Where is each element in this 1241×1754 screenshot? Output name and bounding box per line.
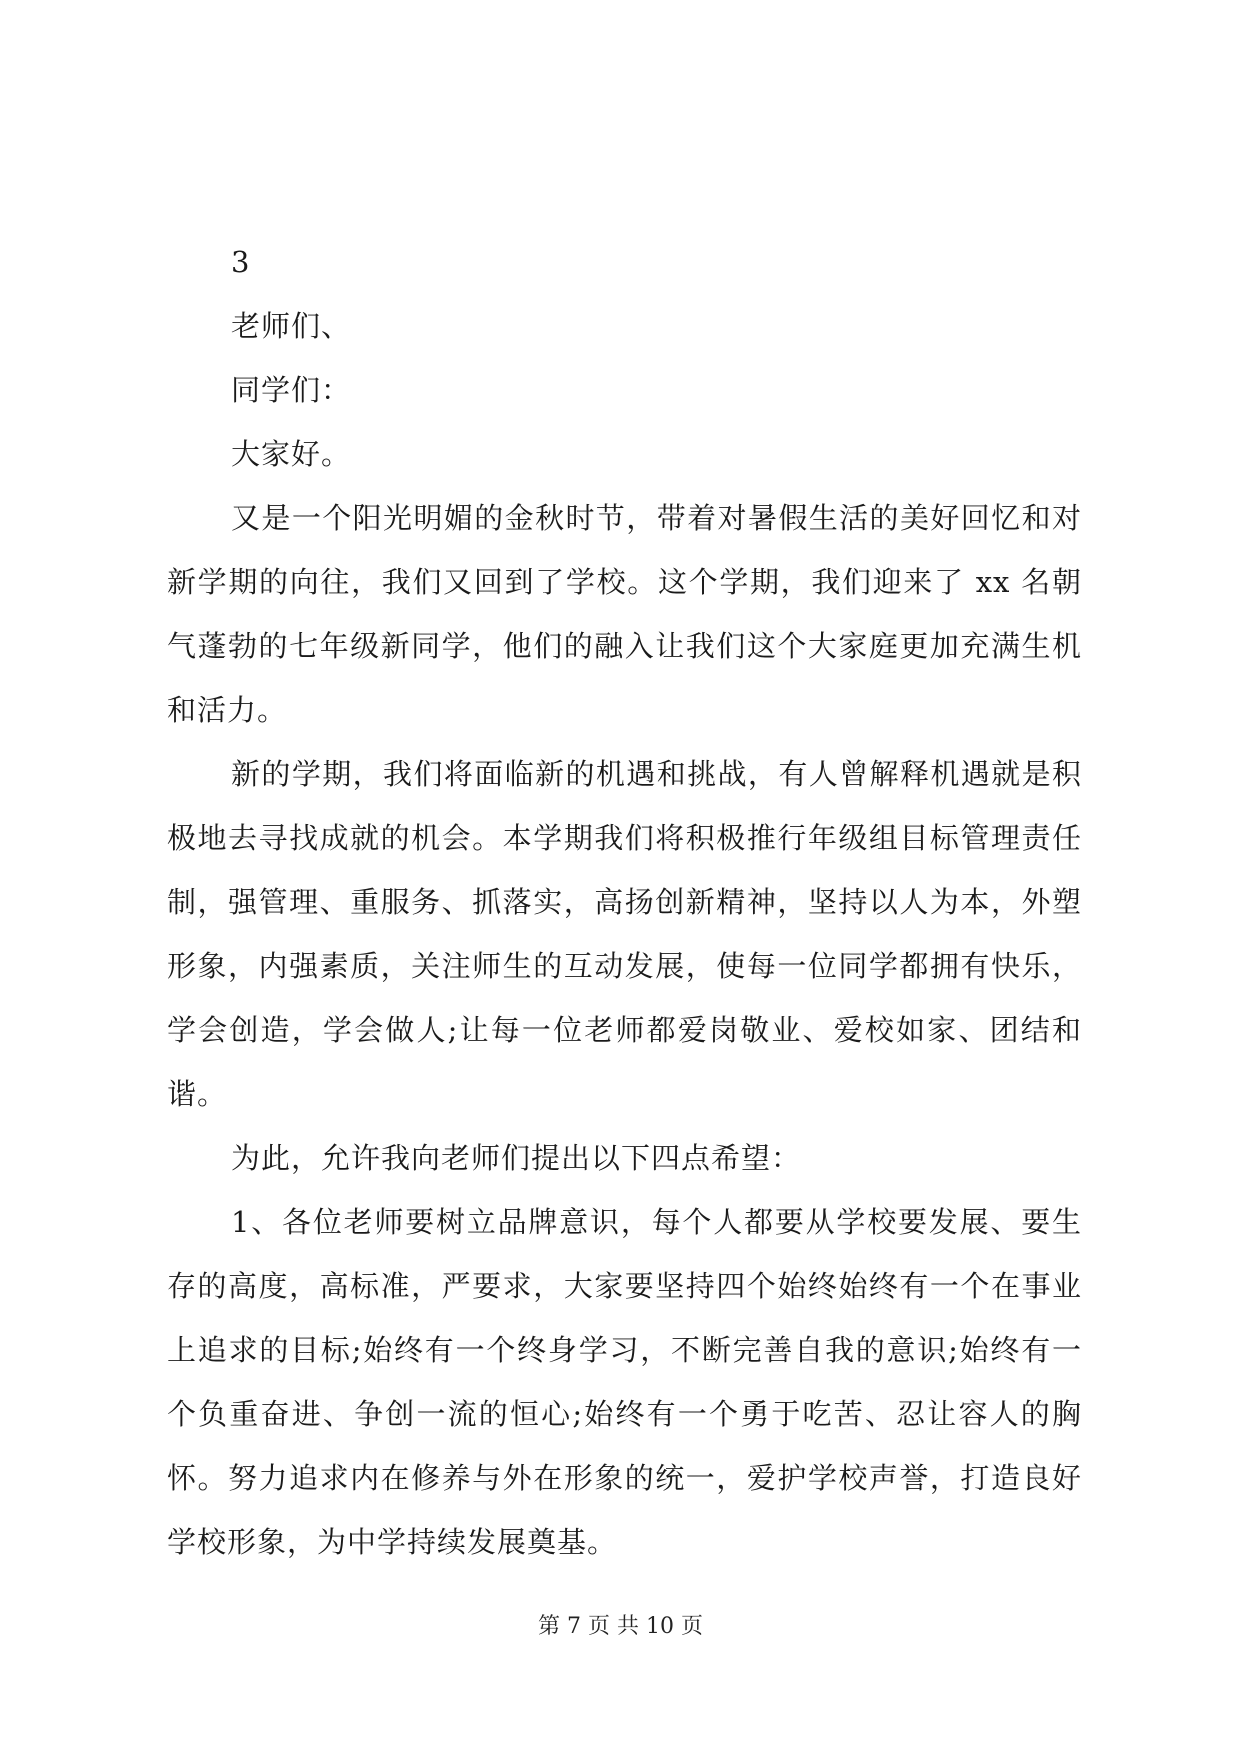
section-number: 3	[231, 245, 251, 279]
page-footer: 第 7 页 共 10 页	[538, 1614, 703, 1639]
salutation-teachers: 老师们、	[231, 309, 352, 343]
paragraph-new-semester: 新的学期，我们将面临新的机遇和挑战，有人曾解释机遇就是积极地去寻找成就的机会。本学期我们将积极推行年级组目标管理责任制，强管理、重服务、抓落实，高扬创新精神，坚持以人为本，外塑形象，内强素质，关注师生的互动发展，使每一位同学都拥有快乐，学会创造，学会做人;让每一位老师都爱岗敬业、爱校如家、团结和谐。	[167, 757, 1082, 1111]
salutation-students: 同学们：	[231, 373, 352, 407]
document-body	[167, 230, 1082, 1574]
paragraph-hope-1: 1、各位老师要树立品牌意识，每个人都要从学校要发展、要生存的高度，高标准，严要求，大家要坚持四个始终始终有一个在事业上追求的目标;始终有一个终身学习，不断完善自我的意识;始终有一个负重奋进、争创一流的恒心;始终有一个勇于吃苦、忍让容人的胸怀。努力追求内在修养与外在形象的统一，爱护学校声誉，打造良好学校形象，为中学持续发展奠基。	[167, 1205, 1082, 1559]
paragraph-hopes-intro: 为此，允许我向老师们提出以下四点希望：	[231, 1141, 802, 1175]
paragraph-intro: 又是一个阳光明媚的金秋时节，带着对暑假生活的美好回忆和对新学期的向往，我们又回到了学校。这个学期，我们迎来了 xx 名朝气蓬勃的七年级新同学，他们的融入让我们这个大家庭更加充满生机和活力。	[167, 501, 1082, 727]
greeting: 大家好。	[231, 437, 352, 471]
